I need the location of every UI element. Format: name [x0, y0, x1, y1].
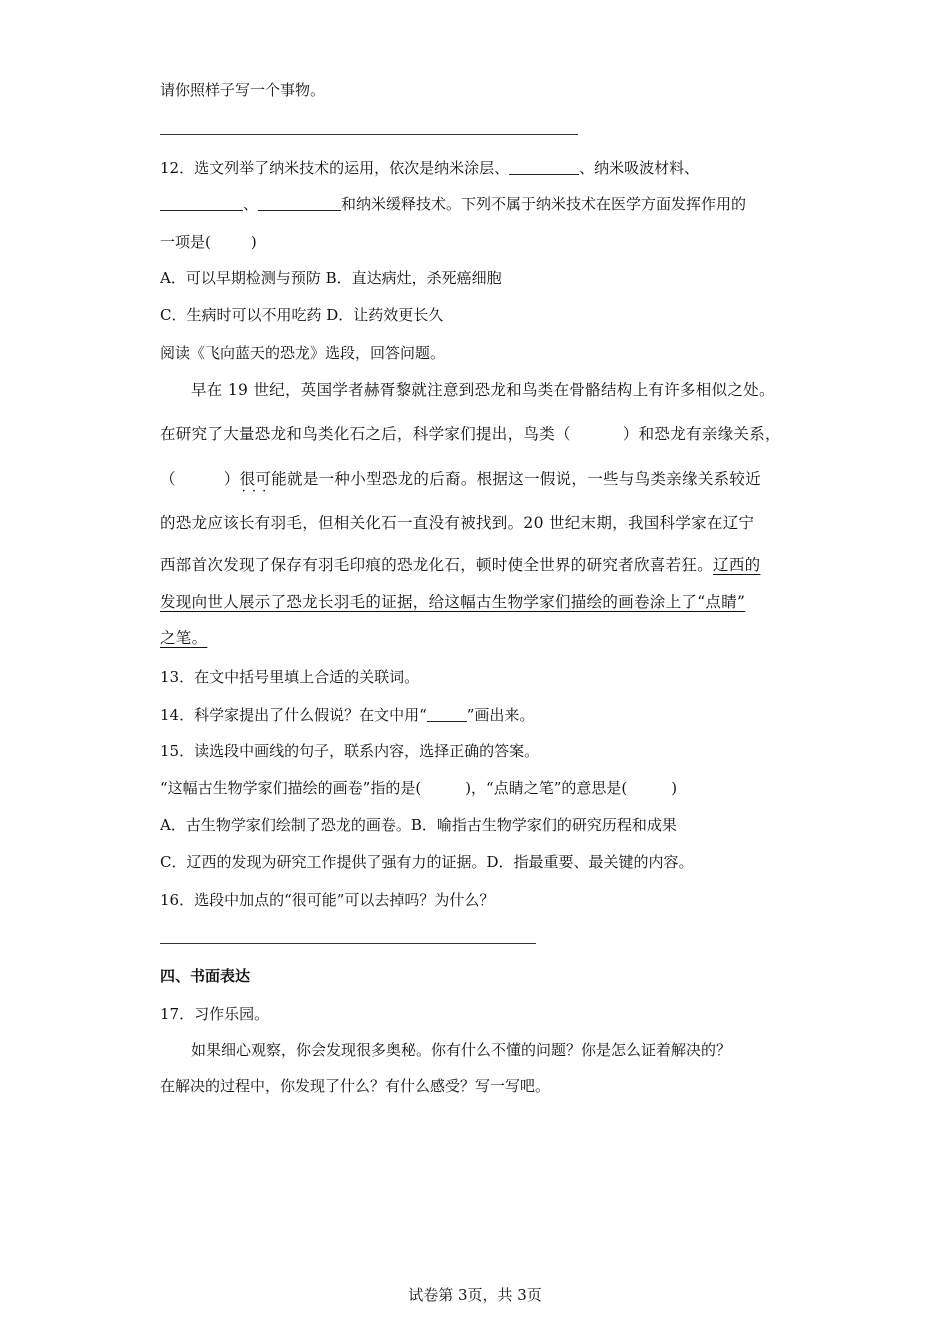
- q12-blank-2[interactable]: [160, 195, 243, 211]
- passage-text: （: [160, 470, 176, 488]
- passage-text: ）和恐龙有亲缘关系，: [622, 425, 781, 443]
- q12-text: 一项是(: [160, 233, 211, 251]
- q12-blank-3[interactable]: [258, 195, 341, 211]
- essay-prompt: 如果细心观察，你会发现很多奥秘。你有什么不懂的问题？你是怎么证着解决的？: [191, 1041, 732, 1059]
- q12-line3: [160, 232, 257, 252]
- q14-line: [160, 705, 534, 725]
- q15-text: )，“点睛之笔”的意思是(: [465, 779, 628, 797]
- q12-options-ab: A．可以早期检测与预防 B．直达病灶，杀死癌细胞: [160, 269, 502, 287]
- q12-line1: [160, 158, 699, 178]
- section-title: 四、书面表达: [160, 967, 251, 985]
- q12-text: ): [250, 233, 257, 251]
- q12-text: 、纳米吸波材料、: [579, 159, 700, 177]
- passage-text: 在研究了大量恐龙和鸟类化石之后，科学家们提出，鸟类（: [160, 425, 571, 443]
- answer-line[interactable]: [160, 134, 578, 135]
- q14-blank[interactable]: [427, 706, 467, 722]
- passage-line: [160, 469, 761, 489]
- passage-text: ）: [223, 470, 240, 488]
- passage-text: 就是一种小型恐龙的后裔。根据这一假说，一些与鸟类亲缘关系较近: [287, 470, 762, 488]
- passage-line: 的恐龙应该长有羽毛，但相关化石一直没有被找到。20 世纪末期，我国科学家在辽宁: [160, 514, 755, 532]
- q13-text: 13．在文中括号里填上合适的关联词。: [160, 668, 420, 686]
- q12-blank-1[interactable]: [509, 159, 579, 175]
- q14-text: ”画出来。: [466, 706, 535, 724]
- q15-text: ): [671, 779, 678, 797]
- underlined-sentence: 辽西的: [713, 556, 761, 574]
- q15-stem: 15．读选段中画线的句子，联系内容，选择正确的答案。: [160, 742, 540, 760]
- q15-question: [160, 778, 677, 798]
- underlined-sentence: 发现向世人展示了恐龙长羽毛的证据，给这幅古生物学家们描绘的画卷涂上了“点睛”: [160, 593, 746, 611]
- q15-text: “这幅古生物学家们描绘的画卷”指的是(: [160, 779, 422, 797]
- q12-options-cd: C．生病时可以不用吃药 D．让药效更长久: [160, 306, 444, 324]
- dotted-phrase: 很可能 · · ·: [240, 469, 287, 489]
- passage-line: 早在 19 世纪，英国学者赫胥黎就注意到恐龙和鸟类在骨骼结构上有许多相似之处。: [191, 381, 775, 399]
- answer-line[interactable]: [160, 943, 536, 944]
- q12-text: 和纳米缓释技术。下列不属于纳米技术在医学方面发挥作用的: [341, 195, 747, 213]
- page-footer: 试卷第 3页，共 3页: [408, 1286, 542, 1304]
- passage-line: [160, 555, 760, 575]
- q17-text: 17．习作乐园。: [160, 1005, 270, 1023]
- q16-text: 16．选段中加点的“很可能”可以去掉吗？为什么？: [160, 891, 495, 909]
- q12-text: 、: [243, 195, 259, 213]
- q12-line2: [160, 194, 746, 214]
- q15-options-cd: C．辽西的发现为研究工作提供了强有力的证据。D．指最重要、最关键的内容。: [160, 853, 694, 871]
- q12-text: 12．选文列举了纳米技术的运用，依次是纳米涂层、: [160, 159, 510, 177]
- q14-text: 14．科学家提出了什么假说？在文中用“: [160, 706, 427, 724]
- passage-line: [160, 424, 781, 444]
- reading-intro: 阅读《飞向蓝天的恐龙》选段，回答问题。: [160, 344, 446, 362]
- underlined-sentence: 之笔。: [160, 629, 208, 647]
- essay-prompt: 在解决的过程中，你发现了什么？有什么感受？写一写吧。: [160, 1077, 551, 1095]
- instruction-text: 请你照样子写一个事物。: [160, 81, 326, 99]
- q15-options-ab: A．古生物学家们绘制了恐龙的画卷。B．喻指古生物学家们的研究历程和成果: [160, 816, 677, 834]
- passage-text: 西部首次发现了保存有羽毛印痕的恐龙化石，顿时使全世界的研究者欣喜若狂。: [160, 556, 714, 574]
